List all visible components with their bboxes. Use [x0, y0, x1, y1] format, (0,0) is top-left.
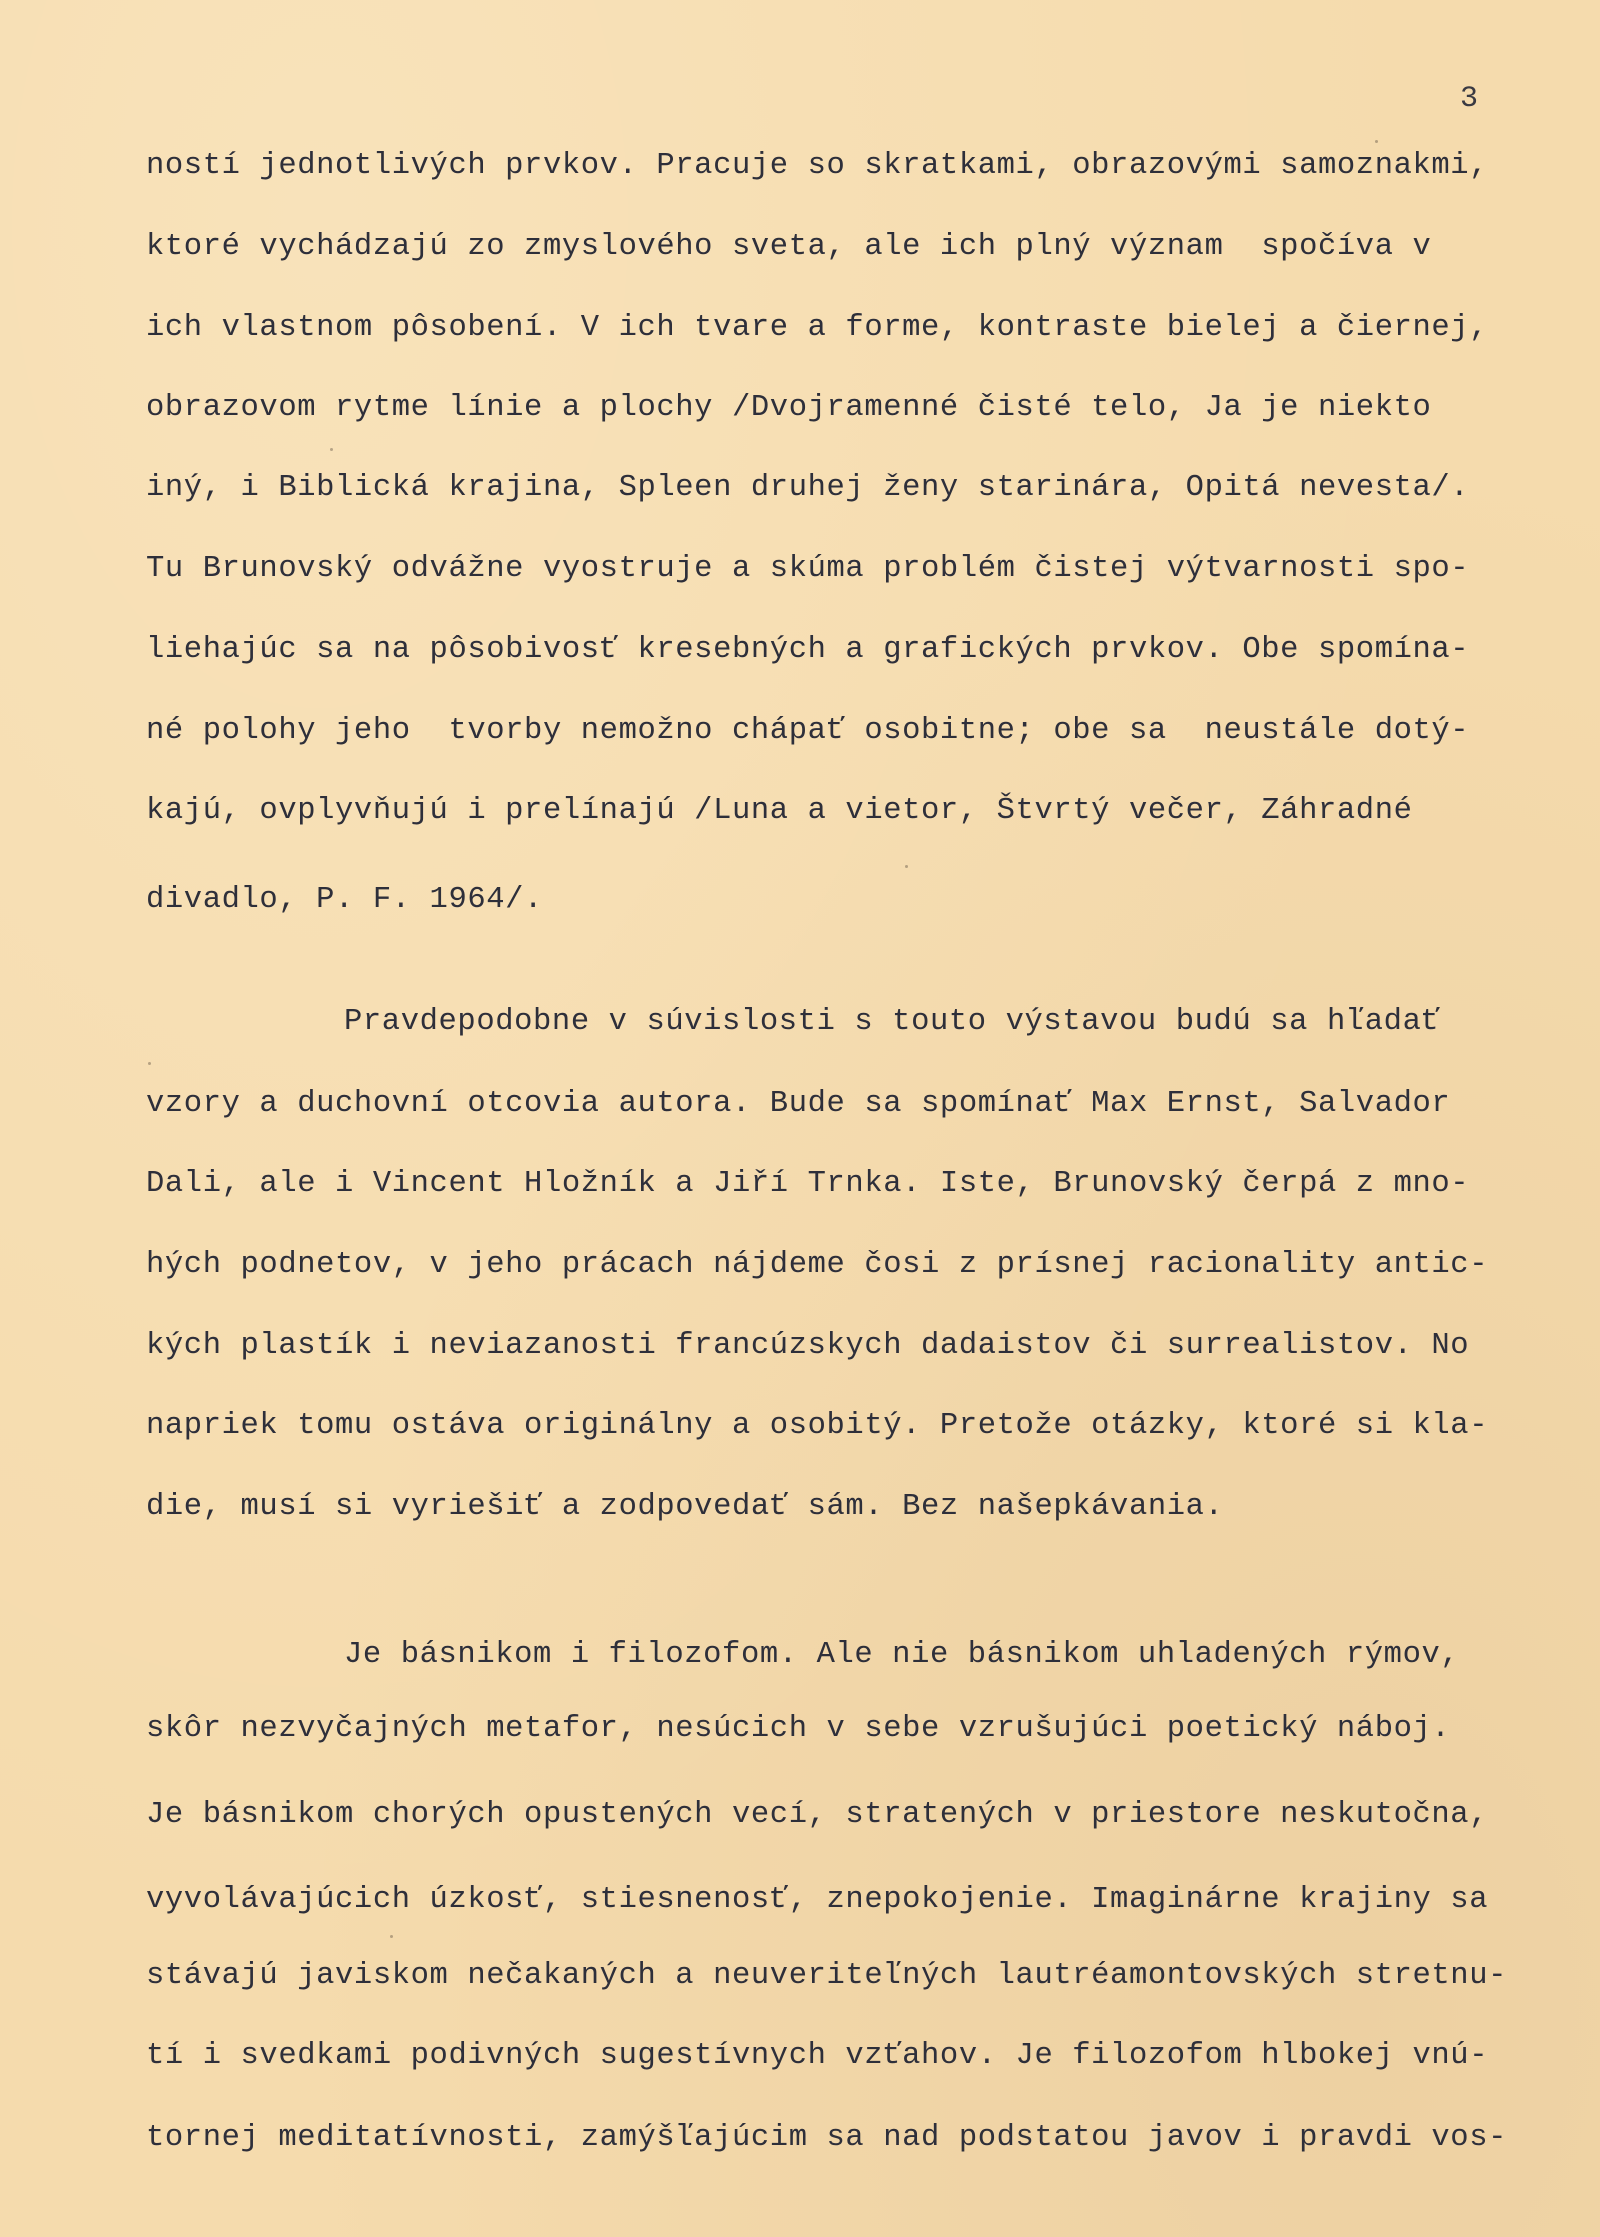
text-line: liehajúc sa na pôsobivosť kresebných a grafických prvkov. Obe spomína-: [146, 633, 1470, 667]
text-line: vzory a duchovní otcovia autora. Bude sa spomínať Max Ernst, Salvador: [146, 1087, 1451, 1121]
text-line: skôr nezvyčajných metafor, nesúcich v sebe vzrušujúci poetický náboj.: [146, 1712, 1451, 1746]
paper-speck: [905, 865, 908, 868]
text-line: Tu Brunovský odvážne vyostruje a skúma problém čistej výtvarnosti spo-: [146, 552, 1470, 586]
text-line: hých podnetov, v jeho prácach nájdeme čosi z prísnej racionality antic-: [146, 1248, 1489, 1282]
paper-speck: [390, 1935, 393, 1938]
text-line: vyvolávajúcich úzkosť, stiesnenosť, znepokojenie. Imaginárne krajiny sa: [146, 1883, 1489, 1917]
text-line: iný, i Biblická krajina, Spleen druhej ženy starinára, Opitá nevesta/.: [146, 471, 1470, 505]
text-line: tí i svedkami podivných sugestívnych vzťahov. Je filozofom hlbokej vnú-: [146, 2039, 1489, 2073]
page-number: 3: [1460, 82, 1479, 116]
text-line: Pravdepodobne v súvislosti s touto výstavou budú sa hľadať: [344, 1005, 1441, 1039]
paper-speck: [1375, 140, 1378, 143]
text-line: napriek tomu ostáva originálny a osobitý. Pretože otázky, ktoré si kla-: [146, 1409, 1489, 1443]
text-line: Je básnikom chorých opustených vecí, stratených v priestore neskutočna,: [146, 1798, 1489, 1832]
paper-speck: [330, 448, 333, 451]
text-line: kých plastík i neviazanosti francúzskych dadaistov či surrealistov. No: [146, 1329, 1470, 1363]
text-line: ich vlastnom pôsobení. V ich tvare a forme, kontraste bielej a čiernej,: [146, 311, 1489, 345]
text-line: tornej meditatívnosti, zamýšľajúcim sa nad podstatou javov i pravdi vos-: [146, 2121, 1508, 2155]
text-line: ktoré vychádzajú zo zmyslového sveta, ale ich plný význam spočíva v: [146, 230, 1432, 264]
paper-speck: [148, 1062, 151, 1065]
text-line: die, musí si vyriešiť a zodpovedať sám. Bez našepkávania.: [146, 1490, 1224, 1524]
text-line: Dali, ale i Vincent Hložník a Jiří Trnka. Iste, Brunovský čerpá z mno-: [146, 1167, 1470, 1201]
text-line: stávajú javiskom nečakaných a neuveriteľných lautréamontovských stretnu-: [146, 1959, 1508, 1993]
text-line: divadlo, P. F. 1964/.: [146, 883, 543, 917]
text-line: Je básnikom i filozofom. Ale nie básnikom uhladených rýmov,: [344, 1638, 1460, 1672]
text-line: obrazovom rytme línie a plochy /Dvojramenné čisté telo, Ja je niekto: [146, 391, 1432, 425]
text-line: ností jednotlivých prvkov. Pracuje so skratkami, obrazovými samoznakmi,: [146, 149, 1489, 183]
text-line: né polohy jeho tvorby nemožno chápať osobitne; obe sa neustále dotý-: [146, 714, 1470, 748]
text-line: kajú, ovplyvňujú i prelínajú /Luna a vietor, Štvrtý večer, Záhradné: [146, 794, 1413, 828]
